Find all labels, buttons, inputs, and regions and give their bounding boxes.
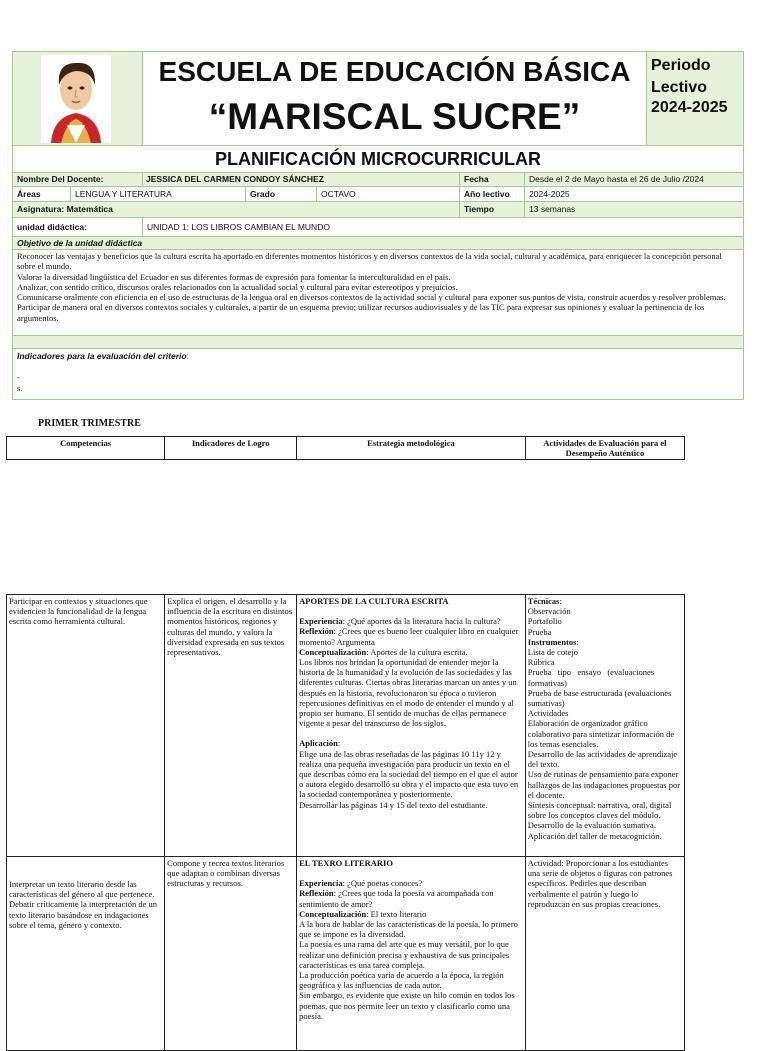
tecnicas-heading — [528, 596, 682, 606]
indicadores-s: s. — [17, 383, 23, 393]
objetivo-label: Objetivo de la unidad didáctica — [17, 238, 143, 248]
unidad-label-cell — [12, 217, 143, 237]
exp-text: : ¿Qué poetas conoces? — [342, 878, 423, 889]
anio-value-cell — [524, 186, 744, 202]
col-actividades: Actividades de Evaluación para el Desempeño Auténtico — [525, 437, 684, 460]
period-cell — [646, 51, 744, 146]
period-label: Periodo Lectivo — [651, 57, 711, 96]
grado-value-cell — [316, 186, 460, 202]
instrumentos-label: Instrumentos — [527, 636, 577, 647]
tecnicas-colon: : — [559, 596, 562, 606]
unidad-value-cell — [142, 217, 744, 237]
experiencia-line — [299, 616, 523, 626]
tiempo-value-cell — [524, 201, 744, 218]
col-competencias: Competencias — [7, 437, 165, 460]
tiempo-label: Tiempo — [464, 204, 495, 214]
fecha-value-cell — [524, 172, 744, 187]
unidad-value: UNIDAD 1: LOS LIBROS CAMBIAN EL MUNDO — [147, 222, 330, 232]
header-row — [7, 437, 685, 460]
planning-header-table — [6, 436, 685, 460]
estrategia-title: EL TEXRO LITERARIO — [299, 858, 393, 868]
table-row — [7, 595, 685, 857]
docente-label-cell — [12, 172, 143, 187]
con-text: : El texto literario — [366, 908, 427, 919]
areas-value: LENGUA Y LITERATURA — [75, 189, 172, 199]
grado-value: OCTAVO — [321, 189, 356, 199]
exp-label: Experiencia — [299, 878, 343, 889]
list-item: Rúbrica — [527, 657, 555, 668]
competencia-cell: Interpretar un texto literario desde las características del género al que pertenece. Debatir críticamente la interpretación de un texto literario basándose en indagaciones sobre el tema, género y contexto. — [7, 857, 165, 1051]
list-item: Actividades — [527, 708, 569, 719]
docente-value-cell — [142, 172, 460, 187]
list-item: Uso de rutinas de pensamiento para exponer hallazgos de las indagaciones propuestas por el docente. — [527, 769, 681, 800]
school-name-cell — [142, 51, 647, 146]
indicadores-heading — [17, 351, 189, 361]
col-estrategia: Estrategia metodológica — [297, 437, 526, 460]
areas-value-cell — [70, 186, 246, 202]
aplicacion-line — [299, 738, 523, 748]
list-item: Prueba — [527, 626, 552, 637]
fecha-label: Fecha — [464, 174, 489, 184]
objetivo-line: Participar de manera oral en diversos contextos sociales y culturales, a partir de un esquema previo; utilizar recursos audiovisuales y de las TIC para expresar sus opiniones y evaluar la pertinencia de los argumentos. — [17, 302, 705, 323]
unidad-label: unidad didáctica: — [17, 222, 87, 232]
objetivo-label-cell — [12, 236, 744, 250]
objetivo-line: Reconocer las ventajas y beneficios que la cultura escrita ha aportado en diferentes momentos históricos y en diversos contextos de la vida social, cultural y académica, para enriquecer la concepción personal sobre el mundo. — [17, 251, 722, 272]
indicador-cell: Explica el origen, el desarrollo y la influencia de la escritura en distintos momentos históricos, regiones y culturas del mundo, y valora la diversidad expresada en sus textos representativos. — [165, 595, 297, 857]
list-item: Desarrollo de las actividades de aprendizaje del texto. — [527, 749, 678, 770]
docente-label: Nombre Del Docente: — [17, 174, 104, 184]
aplicacion-body: Elige una de las obras reseñadas de las páginas 10 11y 12 y realiza una pequeña investigación para producir un texto en el que describas cómo era la sociedad del tiempo en el que el autor o autora elegido desarrolló su obra y el impacto que esta tuvo en la sociedad contemporánea y posteriormente. — [299, 748, 519, 800]
instrumentos-heading — [528, 637, 682, 647]
planning-body-table — [6, 594, 685, 1051]
tiempo-label-cell — [459, 201, 525, 218]
anio-label-cell — [459, 186, 525, 202]
estrategia-cell — [297, 595, 526, 857]
indicador-cell: Compone y recrea textos literarios que adaptan o combinan diversas estructuras y recursos. — [165, 857, 297, 1051]
fecha-value: Desde el 2 de Mayo hasta el 26 de Julio /2024 — [529, 174, 704, 184]
anio-value: 2024-2025 — [529, 189, 570, 199]
reflexion-line — [299, 626, 523, 646]
spacer-row — [12, 335, 744, 349]
objetivo-content-cell — [12, 249, 744, 336]
ref-label: Reflexión — [299, 626, 334, 637]
conceptualizacion-line — [299, 647, 523, 657]
experiencia-line — [299, 878, 523, 888]
aplicacion-task: Desarrollar las páginas 14 y 15 del texto del estudiante. — [299, 799, 488, 810]
tecnicas-label: Técnicas — [527, 596, 560, 606]
indicadores-label: Indicadores para la evaluación del criterio — [17, 351, 187, 361]
exp-text: : ¿Qué aportes da la literatura hacia la cultura? — [342, 616, 501, 627]
conceptualizacion-line — [299, 909, 523, 919]
list-item: Elaboración de organizador gráfico colaborativo para sintetizar información de los temas esenciales. — [527, 718, 675, 749]
apl-text: : — [337, 738, 341, 749]
ref-text: : ¿Crees que es bueno leer cualquier libro en cualquier momento? Argumenta — [299, 626, 519, 647]
list-item: Prueba de base estructurada (evaluaciones sumativas) — [527, 687, 672, 709]
doc-title-cell — [12, 145, 744, 173]
logo-cell — [12, 51, 143, 146]
areas-label-cell — [12, 186, 71, 202]
fecha-label-cell — [459, 172, 525, 187]
estrategia-title: APORTES DE LA CULTURA ESCRITA — [299, 596, 449, 606]
body-text: A la hora de hablar de las características de la poesía, lo primero que se impone es la diversidad. La poesía es una rama del arte que es muy versátil, por lo que realizar una definición precisa y exhaustiva de sus principales características es una tarea compleja. La producción poética varía de acuerdo a la época, la región geográfica y las influencias de cada autor. Sin embargo, es evidente que existe un hilo común en todos los poemas, que nos permite leer un texto y clasificarlo como una poesía. — [299, 919, 518, 1021]
objetivo-line: Comunicarse oralmente con eficiencia en el uso de estructuras de la lengua oral en diversos contextos de la actividad social y cultural para exponer sus puntos de vista, construir acuerdos y resolver problemas. — [17, 292, 726, 303]
indicadores-dash: - — [17, 373, 20, 382]
exp-label: Experiencia — [299, 616, 343, 627]
con-label: Conceptualización — [299, 908, 367, 919]
objetivo-text — [17, 251, 739, 323]
doc-title: PLANIFICACIÓN MICROCURRICULAR — [215, 149, 541, 169]
col-indicadores: Indicadores de Logro — [165, 437, 297, 460]
apl-label: Aplicación — [299, 738, 338, 749]
ref-text: : ¿Crees que toda la poesía va acompañada con sentimiento de amor? — [299, 888, 494, 909]
list-item: Síntesis conceptual: narrativa, oral, digital sobre los conceptos claves del módulo. — [527, 800, 672, 821]
indicadores-cell — [12, 348, 744, 400]
estrategia-cell — [297, 857, 526, 1051]
actividades-cell — [525, 595, 684, 857]
school-line2: “MARISCAL SUCRE” — [208, 96, 581, 137]
docente-value: JESSICA DEL CARMEN CONDOY SÁNCHEZ — [146, 174, 324, 184]
grado-label: Grado — [250, 189, 276, 199]
list-item: Aplicación del taller de metacognición. — [527, 830, 662, 841]
body-text: Los libros nos brindan la oportunidad de entender mejor la historia de la humanidad y la evolución de las sociedades y las diferentes culturas. Ciertas obras literarias marcan un antes y un después en la historia, revolucionaron su época o tuvieron repercusiones definitivas en el modo de entender el mundo y al propio ser humano. El sentido de muchas de ellas permanece vigente a pesar del transcurso de los siglos. — [299, 657, 517, 729]
list-item: Observación — [527, 606, 571, 617]
con-label: Conceptualización — [299, 646, 367, 657]
reflexion-line — [299, 888, 523, 908]
asignatura-label: Asignatura: Matemática — [17, 204, 113, 214]
actividades-cell: Actividad: Proporcionar a los estudiantes una serie de objetos o figuras con patrones específicos. Pedirles que describan verbalmente el patrón y luego lo reproduzcan en sus propias creaciones. — [525, 857, 684, 1051]
school-line1: ESCUELA DE EDUCACIÓN BÁSICA — [158, 56, 631, 87]
list-item: Prueba tipo ensayo (evaluaciones formativas) — [527, 667, 657, 688]
ref-label: Reflexión — [299, 888, 334, 899]
tiempo-value: 13 semanas — [529, 204, 576, 214]
instrumentos-colon: : — [576, 636, 579, 647]
trimestre-title: PRIMER TRIMESTRE — [38, 418, 141, 429]
portrait-logo — [41, 55, 111, 143]
anio-label: Año lectivo — [464, 189, 510, 199]
objetivo-line: Valorar la diversidad lingüística del Ecuador en sus diferentes formas de expresión para fomentar la interculturalidad en el país. — [17, 271, 451, 282]
list-item: Desarrollo de la evaluación sumativa. — [527, 820, 656, 831]
grado-label-cell — [245, 186, 317, 202]
asignatura-cell — [12, 201, 460, 218]
areas-label: Áreas — [17, 189, 41, 199]
indicadores-colon: : — [186, 351, 189, 361]
list-item: Portafolio — [527, 616, 562, 627]
con-text: : Aportes de la cultura escrita. — [366, 646, 468, 657]
period-value: 2024-2025 — [651, 99, 728, 116]
list-item: Lista de cotejo — [527, 647, 578, 658]
objetivo-line: Analizar, con sentido crítico, discursos orales relacionados con la actualidad social y cultural para evitar estereotipos y prejuicios. — [17, 281, 458, 292]
table-row — [7, 857, 685, 1051]
competencia-cell: Participar en contextos y situaciones que evidencien la funcionalidad de la lengua escrita como herramienta cultural. — [7, 595, 165, 857]
